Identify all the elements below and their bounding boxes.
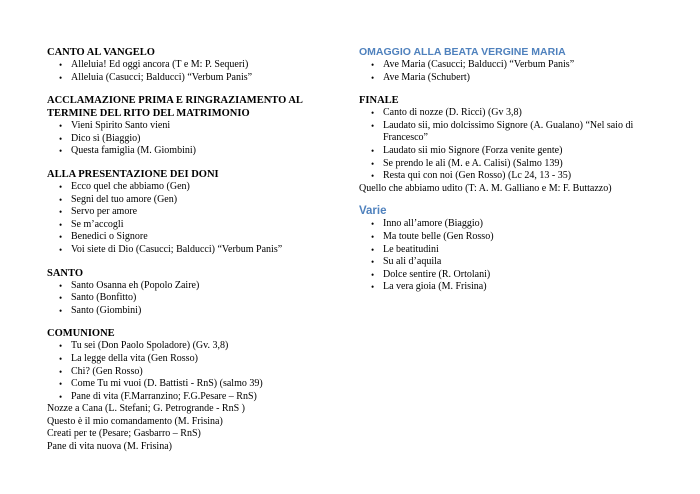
bullet-icon: • (59, 60, 63, 70)
list-item: • Laudato sii mio Signore (Forza venite gente) (371, 144, 563, 156)
bullet-icon: • (59, 353, 63, 364)
section-acclamazione (47, 94, 347, 158)
bullet-icon: • (59, 379, 63, 390)
section-heading: OMAGGIO ALLA BEATA VERGINE MARIA (359, 46, 566, 58)
bullet-icon: • (371, 120, 375, 131)
song-list (359, 107, 689, 183)
plain-line: Questo è il mio comandamento (M. Frisina) (47, 415, 223, 427)
list-item: • Le beatitudini (371, 243, 439, 255)
song-list (47, 340, 347, 403)
section-heading: ALLA PRESENTAZIONE DEI DONI (47, 168, 219, 180)
list-item: • Su ali d’aquila (371, 256, 442, 268)
song-list (359, 218, 689, 294)
bullet-icon: • (371, 60, 375, 70)
bullet-icon: • (59, 133, 63, 144)
section-finale (359, 94, 689, 195)
section-heading-continued: TERMINE DEL RITO DEL MATRIMONIO (47, 108, 250, 120)
list-item: • Santo Osanna eh (Popolo Zaire) (59, 279, 200, 291)
right-column (359, 0, 689, 294)
song-list (47, 280, 347, 318)
list-item: • Alleluia! Ed oggi ancora (T e M: P. Sequeri) (59, 59, 249, 70)
section-comunione (47, 327, 347, 453)
list-item: • Vieni Spirito Santo vieni (59, 120, 171, 132)
bullet-icon: • (59, 391, 63, 402)
list-item: • Benedici o Signore (59, 231, 148, 243)
bullet-icon: • (59, 232, 63, 243)
list-item: • Inno all’amore (Biaggio) (371, 218, 483, 230)
section-heading: CANTO AL VANGELO (47, 47, 155, 58)
bullet-icon: • (371, 158, 375, 169)
song-list (47, 59, 347, 84)
list-item: • Se m’accogli (59, 218, 124, 230)
list-item: • Laudato sii, mio dolcissimo Signore (A. Gualano) “Nel saio di (371, 119, 634, 131)
list-item: • La legge della vita (Gen Rosso) (59, 352, 198, 364)
section-heading: Varie (359, 205, 387, 218)
bullet-icon: • (371, 72, 375, 83)
list-item: • La vera gioia (M. Frisina) (371, 281, 487, 293)
list-item: • Se prendo le ali (M. e A. Calisi) (Salmo 139) (371, 157, 563, 169)
list-item: • Dolce sentire (R. Ortolani) (371, 268, 491, 280)
bullet-icon: • (371, 171, 375, 182)
plain-line: Pane di vita nuova (M. Frisina) (47, 441, 172, 453)
list-item-continued: Francesco” (383, 132, 428, 144)
list-item: • Servo per amore (59, 206, 138, 218)
bullet-icon: • (371, 145, 375, 156)
list-item: • Canto di nozze (D. Ricci) (Gv 3,8) (371, 107, 522, 119)
list-item: • Chi? (Gen Rosso) (59, 365, 143, 377)
bullet-icon: • (59, 293, 63, 304)
bullet-icon: • (59, 305, 63, 316)
bullet-icon: • (59, 280, 63, 291)
plain-line: Nozze a Cana (L. Stefani; G. Petrogrande - RnS ) (47, 403, 245, 415)
bullet-icon: • (59, 181, 63, 192)
list-item: • Ecco quel che abbiamo (Gen) (59, 180, 190, 192)
song-list (47, 181, 347, 257)
bullet-icon: • (371, 257, 375, 268)
bullet-icon: • (371, 244, 375, 255)
bullet-icon: • (371, 282, 375, 293)
bullet-icon: • (371, 231, 375, 242)
section-heading: ACCLAMAZIONE PRIMA E RINGRAZIAMENTO AL (47, 95, 303, 107)
plain-line: Quello che abbiamo udito (T: A. M. Galliano e M: F. Buttazzo) (359, 182, 612, 194)
list-item: • Ave Maria (Schubert) (371, 71, 471, 83)
list-item: • Questa famiglia (M. Giombini) (59, 145, 196, 157)
bullet-icon: • (371, 108, 375, 119)
section-heading: COMUNIONE (47, 328, 115, 340)
list-item: • Voi siete di Dio (Casucci; Balducci) “Verbum Panis” (59, 243, 283, 255)
list-item: • Dico sì (Biaggio) (59, 132, 141, 144)
list-item: • Alleluia (Casucci; Balducci) “Verbum Panis” (59, 71, 253, 83)
section-omaggio-maria (359, 46, 689, 84)
list-item: • Santo (Giombini) (59, 304, 142, 316)
list-item: • Pane di vita (F.Marranzino; F.G.Pesare – RnS) (59, 390, 257, 402)
bullet-icon: • (59, 219, 63, 230)
bullet-icon: • (59, 121, 63, 132)
list-item: • Ave Maria (Casucci; Balducci) “Verbum Panis” (371, 59, 575, 70)
list-item: • Resta qui con noi (Gen Rosso) (Lc 24, 13 - 35) (371, 170, 572, 182)
list-item: • Ma toute belle (Gen Rosso) (371, 230, 494, 242)
section-canto-al-vangelo (47, 46, 347, 84)
left-column (47, 0, 347, 454)
list-item: • Come Tu mi vuoi (D. Battisti - RnS) (salmo 39) (59, 378, 263, 390)
list-item: • Segni del tuo amore (Gen) (59, 193, 178, 205)
plain-line: Creati per te (Pesare; Gasbarro – RnS) (47, 428, 201, 440)
bullet-icon: • (59, 366, 63, 377)
bullet-icon: • (59, 341, 63, 352)
bullet-icon: • (59, 146, 63, 157)
section-santo (47, 267, 347, 318)
section-presentazione-doni (47, 168, 347, 257)
bullet-icon: • (59, 72, 63, 83)
bullet-icon: • (371, 219, 375, 230)
bullet-icon: • (59, 194, 63, 205)
list-item: • Santo (Bonfitto) (59, 292, 137, 304)
section-varie (359, 205, 689, 294)
song-list (47, 120, 347, 158)
bullet-icon: • (371, 269, 375, 280)
section-heading: FINALE (359, 95, 399, 107)
bullet-icon: • (59, 244, 63, 255)
section-heading: SANTO (47, 267, 83, 279)
bullet-icon: • (59, 207, 63, 218)
list-item: • Tu sei (Don Paolo Spoladore) (Gv. 3,8) (59, 340, 229, 352)
song-list (359, 59, 689, 84)
